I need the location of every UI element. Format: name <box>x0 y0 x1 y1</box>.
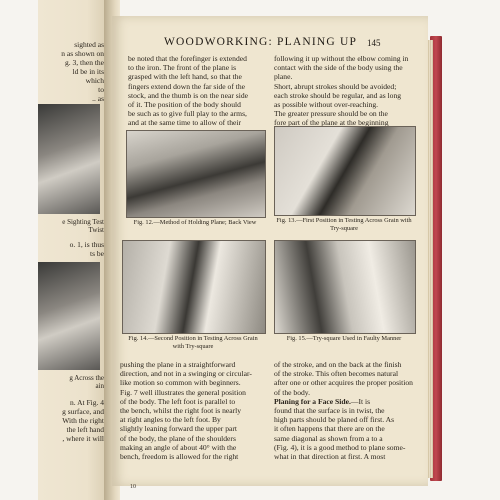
text-column-right-bottom: of the stroke, and on the back at the finish of the stroke. This often becomes natural after one or other acquires the proper position of the body. Planing for a Face Side.—It is found that the surface is in twist, the high parts should be planed off first. As it often happens that there are on the same diagonal as shown from a to a (Fig. 4), it is a good method to plane some- what in that direction at first. A most <box>274 360 413 462</box>
figure-13-photo <box>274 126 416 216</box>
text-column-right-top: following it up without the elbow coming in contact with the side of the body using the plane. Short, abrupt strokes should be avoided; each stroke should be regular, and as long as possible without over-reaching. The greater pressure should be on the fore part of the plane at the beginning <box>274 54 409 128</box>
folio-mark: 10 <box>130 484 136 490</box>
page-number: 145 <box>367 38 381 48</box>
right-page <box>112 16 428 486</box>
left-page-photo-1 <box>38 104 100 214</box>
figure-15-photo <box>274 240 416 334</box>
left-page-text-mid: o. 1, is thus ts be <box>69 240 104 258</box>
figure-12-photo <box>126 130 266 218</box>
running-head: WOODWORKING: PLANING UP <box>164 36 358 48</box>
text-column-left-top: be noted that the forefinger is extended to the iron. The front of the plane is grasped with the left hand, so that the fingers extend down the far side of the stock, and the thumb is on the near side of it. The position of the body should be such as to give full play to the arms, and at the same time to allow of their <box>128 54 248 128</box>
subheading-planing-face-side: Planing for a Face Side. <box>274 396 351 406</box>
figure-14-caption: Fig. 14.—Second Position in Testing Across Grain with Try-square <box>128 335 258 350</box>
figure-15-caption: Fig. 15.—Try-square Used in Faulty Manner <box>286 335 402 342</box>
left-page <box>38 0 108 500</box>
left-page-text-bottom: n. At Fig. 4 g surface, and With the right the left hand , where it will <box>62 398 104 443</box>
text-column-left-bottom: pushing the plane in a straightforward direction, and not in a swinging or circular- like motion so common with beginners. Fig. 7 well illustrates the general position of the body. The left foot is parallel to the bench, whilst the right foot is nearly at right angles to the left foot. By slightly leaning forward the upper part of the body, the plane of the shoulders making an angle of about 40° with the bench, freedom is allowed for the right <box>120 360 252 462</box>
left-page-caption-2: g Across the ain <box>69 374 104 390</box>
left-page-photo-2 <box>38 262 100 370</box>
left-page-text-top: sighted as n as shown on g. 3, then the ld be in its which to .. as <box>61 40 104 103</box>
figure-14-photo <box>122 240 266 334</box>
figure-13-caption: Fig. 13.—First Position in Testing Across Grain with Try-square <box>276 217 412 232</box>
figure-12-caption: Fig. 12.—Method of Holding Plane; Back View <box>133 219 257 226</box>
left-page-caption-1: e Sighting Test Twist <box>62 218 104 234</box>
